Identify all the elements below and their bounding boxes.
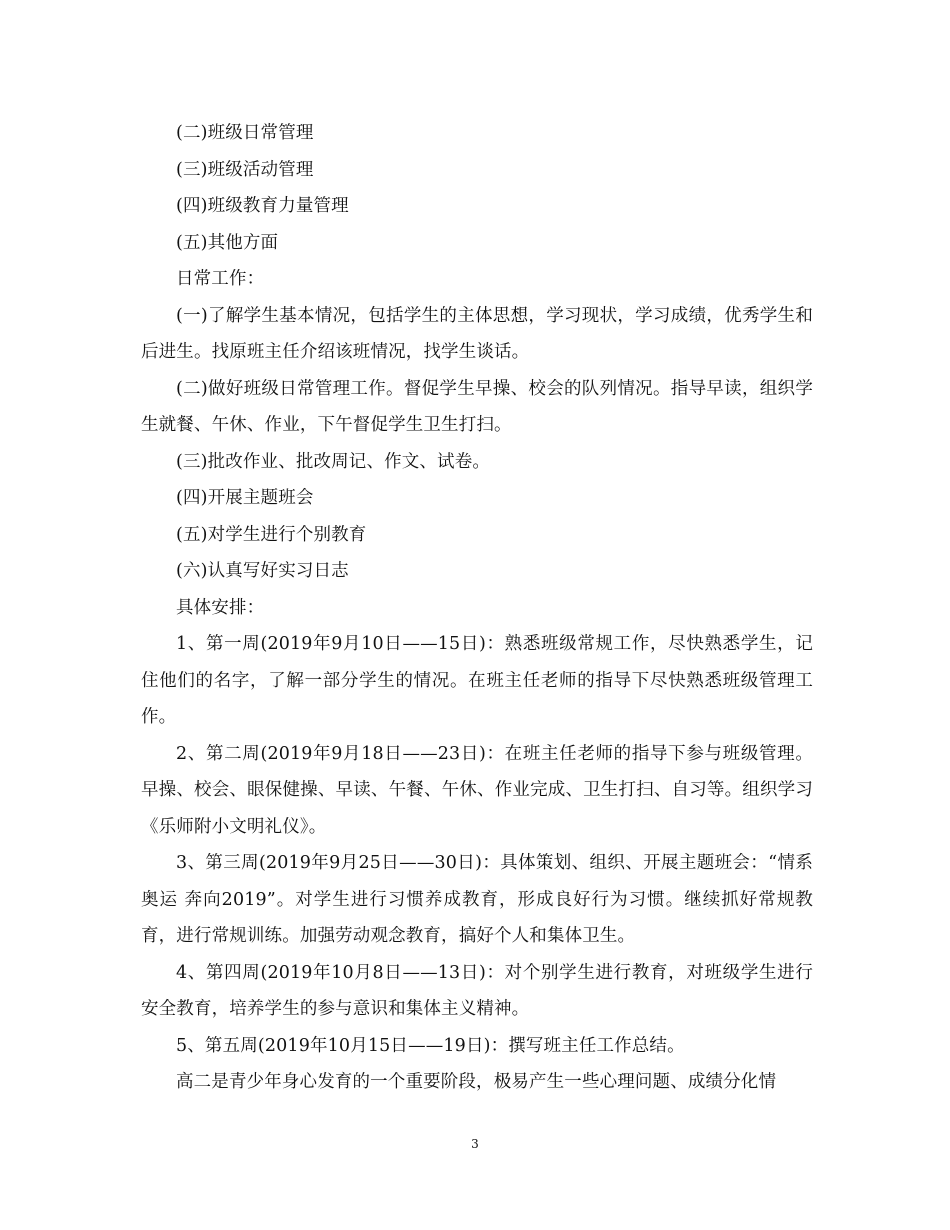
page-number: 3 xyxy=(471,1137,479,1151)
paragraph: (五)其他方面 xyxy=(176,232,279,253)
paragraph: (一)了解学生基本情况，包括学生的主体思想，学习现状，学习成绩，优秀学生和后进生。找原班主任介绍该班情况，找学生谈话。 xyxy=(141,305,813,362)
section-heading: 日常工作： xyxy=(176,269,265,289)
paragraph: (二)班级日常管理 xyxy=(176,123,314,143)
paragraph: (二)做好班级日常管理工作。督促学生早操、校会的队列情况。指导早读，组织学生就餐、午休、作业，下午督促学生卫生打扫。 xyxy=(141,378,813,435)
paragraph: (五)对学生进行个别教育 xyxy=(176,524,367,545)
document-body xyxy=(141,115,813,1101)
paragraph: (三)班级活动管理 xyxy=(176,159,314,180)
paragraph: 1、第一周(2019年9月10日——15日)：熟悉班级常规工作，尽快熟悉学生，记住他们的名字，了解一部分学生的情况。在班主任老师的指导下尽快熟悉班级管理工作。 xyxy=(141,634,813,727)
paragraph: 4、第四周(2019年10月8日——13日)：对个别学生进行教育，对班级学生进行安全教育，培养学生的参与意识和集体主义精神。 xyxy=(141,962,813,1019)
paragraph: 3、第三周(2019年9月25日——30日)：具体策划、组织、开展主题班会：“情系奥运 奔向2019”。对学生进行习惯养成教育，形成良好行为习惯。继续抓好常规教育，进行常规训练。加强劳动观念教育，搞好个人和集体卫生。 xyxy=(141,853,813,946)
paragraph: (六)认真写好实习日志 xyxy=(176,561,349,581)
paragraph: 5、第五周(2019年10月15日——19日)：撰写班主任工作总结。 xyxy=(176,1035,685,1056)
paragraph: 2、第二周(2019年9月18日——23日)：在班主任老师的指导下参与班级管理。早操、校会、眼保健操、早读、午餐、午休、作业完成、卫生打扫、自习等。组织学习《乐师附小文明礼仪》。 xyxy=(141,743,813,837)
paragraph: (三)批改作业、批改周记、作文、试卷。 xyxy=(176,451,491,472)
paragraph: (四)开展主题班会 xyxy=(176,488,314,508)
paragraph: 高二是青少年身心发育的一个重要阶段，极易产生一些心理问题、成绩分化情 xyxy=(176,1072,777,1092)
section-heading: 具体安排： xyxy=(176,597,265,618)
paragraph: (四)班级教育力量管理 xyxy=(176,196,349,216)
